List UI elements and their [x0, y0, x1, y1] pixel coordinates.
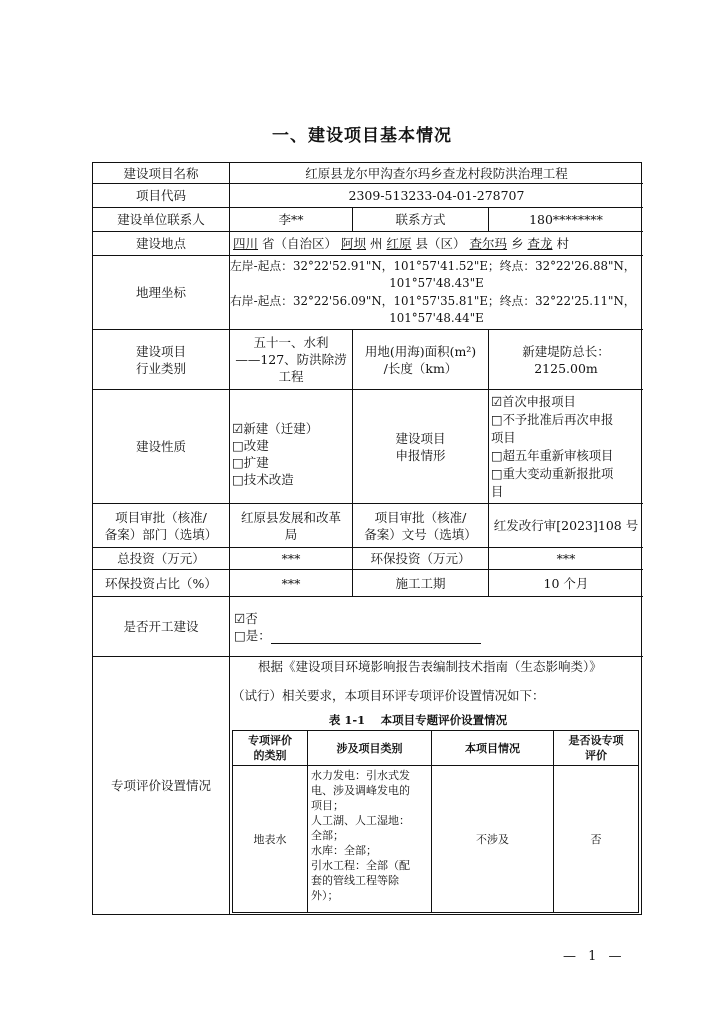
- started-option-yes: □是：: [234, 627, 271, 643]
- value-land-area: [489, 330, 643, 390]
- location-province-suffix: 省（自治区）: [262, 236, 338, 251]
- nature-option-expand: □扩建: [232, 454, 269, 470]
- label-total-investment: 总投资（万元）: [93, 548, 230, 570]
- page-number: — 1 —: [563, 949, 626, 964]
- location-township-suffix: 乡: [511, 236, 524, 251]
- label-env-investment: 环保投资（万元）: [353, 548, 489, 570]
- location-prefecture-suffix: 州: [370, 236, 383, 251]
- value-env-investment: ***: [489, 548, 643, 570]
- sub-cell-involved: [308, 766, 432, 912]
- location-county-suffix: 县（区）: [415, 236, 466, 251]
- sub-header-category-line1: 专项评价: [248, 734, 292, 747]
- sub-header-situation: 本项目情况: [432, 731, 554, 766]
- involved-line-5: 全部；: [311, 829, 344, 842]
- involved-line-4: 人工湖、人工湿地：: [311, 814, 410, 827]
- label-special-evaluation: 专项评价设置情况: [93, 657, 230, 914]
- value-declare-options: [489, 390, 643, 504]
- sub-header-set-line1: 是否设专项: [568, 734, 624, 747]
- page-title: 一、建设项目基本情况: [272, 126, 452, 146]
- involved-line-1: 水力发电：引水式发: [311, 769, 410, 782]
- value-nature-options: [230, 390, 353, 504]
- value-approval-doc: 红发改行审[2023]108 号: [489, 504, 643, 548]
- label-project-code: 项目代码: [93, 184, 230, 208]
- involved-line-3: 项目；: [311, 799, 344, 812]
- sub-cell-situation: 不涉及: [432, 766, 554, 912]
- nature-option-tech: □技术改造: [232, 471, 294, 487]
- label-approval-doc: [353, 504, 489, 548]
- value-approval-dept-line2: 局: [284, 526, 298, 542]
- coord-right-line1: 右岸-起点：32°22'56.09"N，101°57'35.81"E；终点：32°22'25.11"N，: [230, 293, 636, 308]
- declare-option-major-change: □重大变动重新报批项: [491, 466, 614, 481]
- label-declare-line1: 建设项目: [395, 430, 446, 446]
- label-land-area-line2: /长度（km）: [383, 360, 458, 376]
- label-construction-period: 施工工期: [353, 570, 489, 597]
- location-county: 红原: [386, 236, 412, 251]
- value-started: [230, 597, 643, 657]
- sub-header-involved: 涉及项目类别: [308, 731, 432, 766]
- declare-option-resubmit: □不予批准后再次申报: [491, 412, 614, 427]
- sub-header-category-line2: 的类别: [253, 749, 287, 762]
- special-para-line2: （试行）相关要求，本项目环评专项评价设置情况如下：: [232, 688, 545, 703]
- label-contact: 建设单位联系人: [93, 208, 230, 232]
- value-land-area-line2: 2125.00m: [534, 360, 598, 376]
- declare-option-major-change-cont: 目: [491, 484, 504, 499]
- location-province: 四川: [233, 236, 259, 251]
- label-industry-line2: 行业类别: [135, 360, 186, 376]
- sub-cell-category: 地表水: [233, 766, 308, 912]
- label-started: 是否开工建设: [93, 597, 230, 657]
- nature-option-rebuild: □改建: [232, 437, 269, 453]
- location-village: 查龙: [527, 236, 553, 251]
- label-location: 建设地点: [93, 232, 230, 256]
- involved-line-8: 套的管线工程等除: [311, 874, 399, 887]
- label-project-name: 建设项目名称: [93, 163, 230, 184]
- label-nature: 建设性质: [93, 390, 230, 504]
- value-contact: 李**: [230, 208, 353, 232]
- special-para-line1: 根据《建设项目环境影响报告表编制技术指南（生态影响类）》: [258, 659, 602, 674]
- value-coordinates: [230, 256, 643, 330]
- label-approval-dept-line1: 项目审批（核准/: [115, 509, 207, 525]
- involved-line-2: 电、涉及调峰发电的: [311, 784, 410, 797]
- value-industry-line3: 工程: [278, 369, 304, 384]
- sub-header-set: [554, 731, 638, 766]
- value-construction-period: 10 个月: [489, 570, 643, 597]
- sub-cell-set: 否: [590, 832, 602, 846]
- value-industry-line2: ——127、防洪除涝: [235, 352, 347, 367]
- coord-left-line2: 101°57'48.43"E: [389, 276, 484, 290]
- declare-option-first: ☑首次申报项目: [491, 394, 576, 409]
- value-industry: [230, 330, 353, 390]
- sub-header-category: [233, 731, 308, 766]
- value-location: [230, 232, 643, 256]
- location-village-suffix: 村: [556, 236, 570, 251]
- involved-line-9: 外）；: [311, 889, 339, 902]
- declare-option-five-year: □超五年重新审核项目: [491, 448, 614, 463]
- started-yes-blank: [271, 631, 481, 644]
- sub-header-set-line2: 评价: [585, 749, 607, 762]
- label-approval-dept: [93, 504, 230, 548]
- label-declare-line2: 申报情形: [395, 447, 446, 463]
- started-option-yes-row: [234, 627, 481, 644]
- value-contact-method: 180********: [489, 208, 643, 232]
- label-env-ratio: 环保投资占比（%）: [93, 570, 230, 597]
- label-contact-method: 联系方式: [353, 208, 489, 232]
- declare-option-resubmit-cont: 项目: [491, 430, 516, 445]
- value-project-code: 2309-513233-04-01-278707: [230, 184, 643, 208]
- nature-option-new: ☑新建（迁建）: [232, 420, 319, 436]
- value-industry-line1: 五十一、水利: [253, 335, 329, 350]
- coord-left-line1: 左岸-起点：32°22'52.91"N，101°57'41.52"E；终点：32°22'26.88"N，: [230, 258, 636, 273]
- label-approval-doc-line2: 备案）文号（选填）: [364, 526, 477, 542]
- label-industry-line1: 建设项目: [135, 343, 186, 359]
- label-approval-dept-line2: 备案）部门（选填）: [104, 526, 218, 542]
- value-land-area-line1: 新建堤防总长：: [522, 343, 610, 359]
- label-coordinates: 地理坐标: [93, 256, 230, 330]
- label-land-area: [353, 330, 489, 390]
- location-township: 查尔玛: [469, 236, 508, 251]
- started-option-no: ☑否: [234, 610, 258, 626]
- involved-line-6: 水库：全部；: [311, 844, 377, 857]
- value-total-investment: ***: [230, 548, 353, 570]
- label-approval-doc-line1: 项目审批（核准/: [374, 509, 467, 525]
- special-evaluation-table: [232, 730, 639, 913]
- value-approval-dept: [230, 504, 353, 548]
- label-industry: [93, 330, 230, 390]
- label-declare: [353, 390, 489, 504]
- label-land-area-line1: 用地(用海)面积(m²): [364, 343, 477, 359]
- value-approval-dept-line1: 红原县发展和改革: [240, 509, 341, 525]
- location-prefecture: 阿坝: [341, 236, 367, 251]
- involved-line-7: 引水工程：全部（配: [311, 859, 410, 872]
- coord-right-line2: 101°57'48.44"E: [389, 311, 484, 325]
- value-project-name: 红原县龙尔甲沟查尔玛乡查龙村段防洪治理工程: [230, 163, 643, 184]
- sub-table-title: 表 1-1 本项目专题评价设置情况: [328, 713, 508, 727]
- value-env-ratio: ***: [230, 570, 353, 597]
